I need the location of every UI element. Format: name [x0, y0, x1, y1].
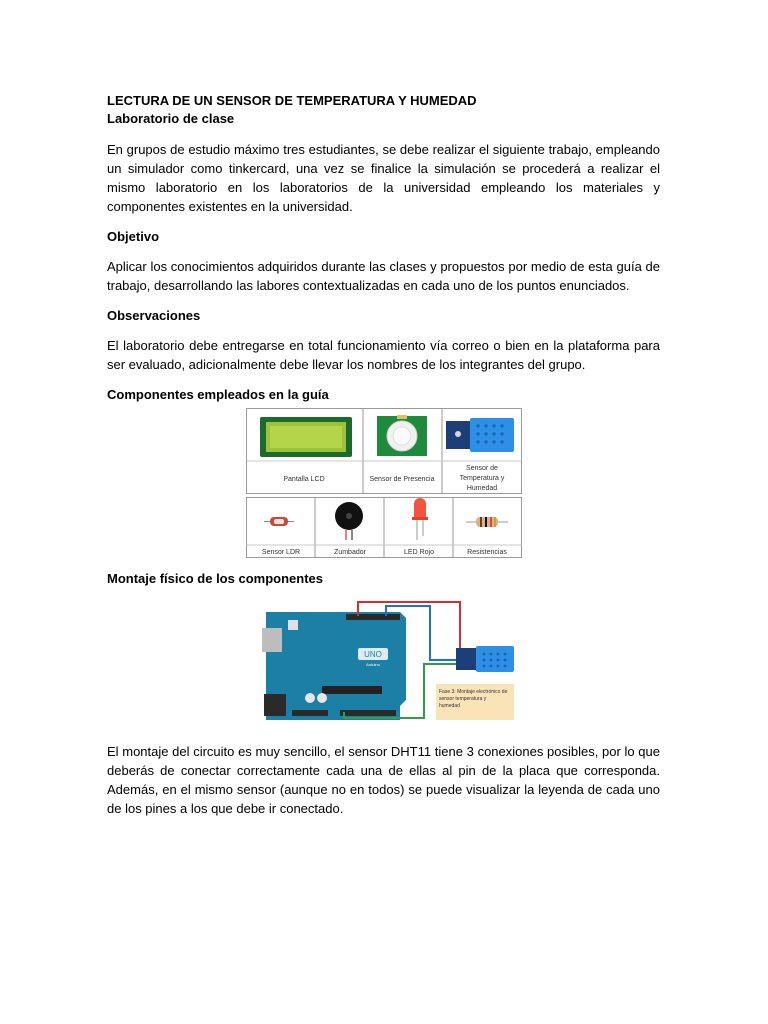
lcd-image	[260, 417, 352, 457]
label-sensor-temp-3: Humedad	[466, 485, 498, 492]
circuit-figure	[262, 598, 516, 724]
caption-line-1: Fase 3: Montaje electrónico de	[439, 689, 508, 695]
observaciones-paragraph: El laboratorio debe entregarse en total funcionamiento vía correo o bien en la plataforma para ser evaluado, adicionalmente debe llevar los nombres de los integrantes del grupo.	[107, 338, 660, 372]
caption-line-3: humedad	[439, 703, 460, 709]
dht11-module	[456, 646, 514, 672]
figure-caption-box	[436, 684, 514, 720]
document-body	[107, 92, 660, 415]
label-zumbador: Zumbador	[334, 549, 366, 556]
montaje-section	[107, 570, 323, 599]
arduino-board	[262, 612, 406, 720]
components-table-figure	[246, 408, 522, 558]
montaje-text-section	[107, 742, 660, 830]
label-resistencias: Resistencias	[467, 549, 507, 556]
observaciones-heading: Observaciones	[107, 308, 201, 323]
montaje-paragraph: El montaje del circuito es muy sencillo, el sensor DHT11 tiene 3 conexiones posibles, por lo que deberás de conectar correctamente cada una de ellas al pin de la placa que corresponda. Además, en el mismo sensor (aunque no en todos) se puede visualizar la leyenda de cada uno de los pines a los que debe ir conectado.	[107, 744, 660, 816]
label-led-rojo: LED Rojo	[404, 549, 434, 556]
label-sensor-temp-1: Sensor de	[466, 465, 498, 472]
montaje-heading: Montaje físico de los componentes	[107, 571, 323, 586]
componentes-heading: Componentes empleados en la guía	[107, 387, 329, 402]
board-uno-label: UNO	[364, 650, 382, 659]
pir-sensor-image	[377, 415, 427, 456]
label-sensor-temp-2: Temperatura y	[459, 475, 505, 482]
intro-paragraph: En grupos de estudio máximo tres estudiantes, se debe realizar el siguiente trabajo, empleando un simulador como tinkercard, una vez se finalice la simulación se procederá a realizar el mismo laboratorio en los laboratorios de la universidad empleando los materiales y componentes existentes en la universidad.	[107, 142, 660, 214]
document-title: LECTURA DE UN SENSOR DE TEMPERATURA Y HUMEDAD	[107, 93, 477, 108]
caption-line-2: sensor temperatura y	[439, 696, 487, 702]
board-brand-label: Arduino	[366, 662, 380, 667]
label-sensor-presencia: Sensor de Presencia	[369, 476, 435, 483]
document-subtitle: Laboratorio de clase	[107, 111, 235, 126]
objetivo-paragraph: Aplicar los conocimientos adquiridos durante las clases y propuestos por medio de esta guía de trabajo, desarrollando las labores contextualizadas en cada uno de los puntos enunciados.	[107, 259, 660, 293]
dht11-sensor-image	[446, 418, 514, 452]
label-pantalla-lcd: Pantalla LCD	[283, 476, 325, 483]
objetivo-heading: Objetivo	[107, 229, 160, 244]
label-sensor-ldr: Sensor LDR	[261, 549, 301, 556]
